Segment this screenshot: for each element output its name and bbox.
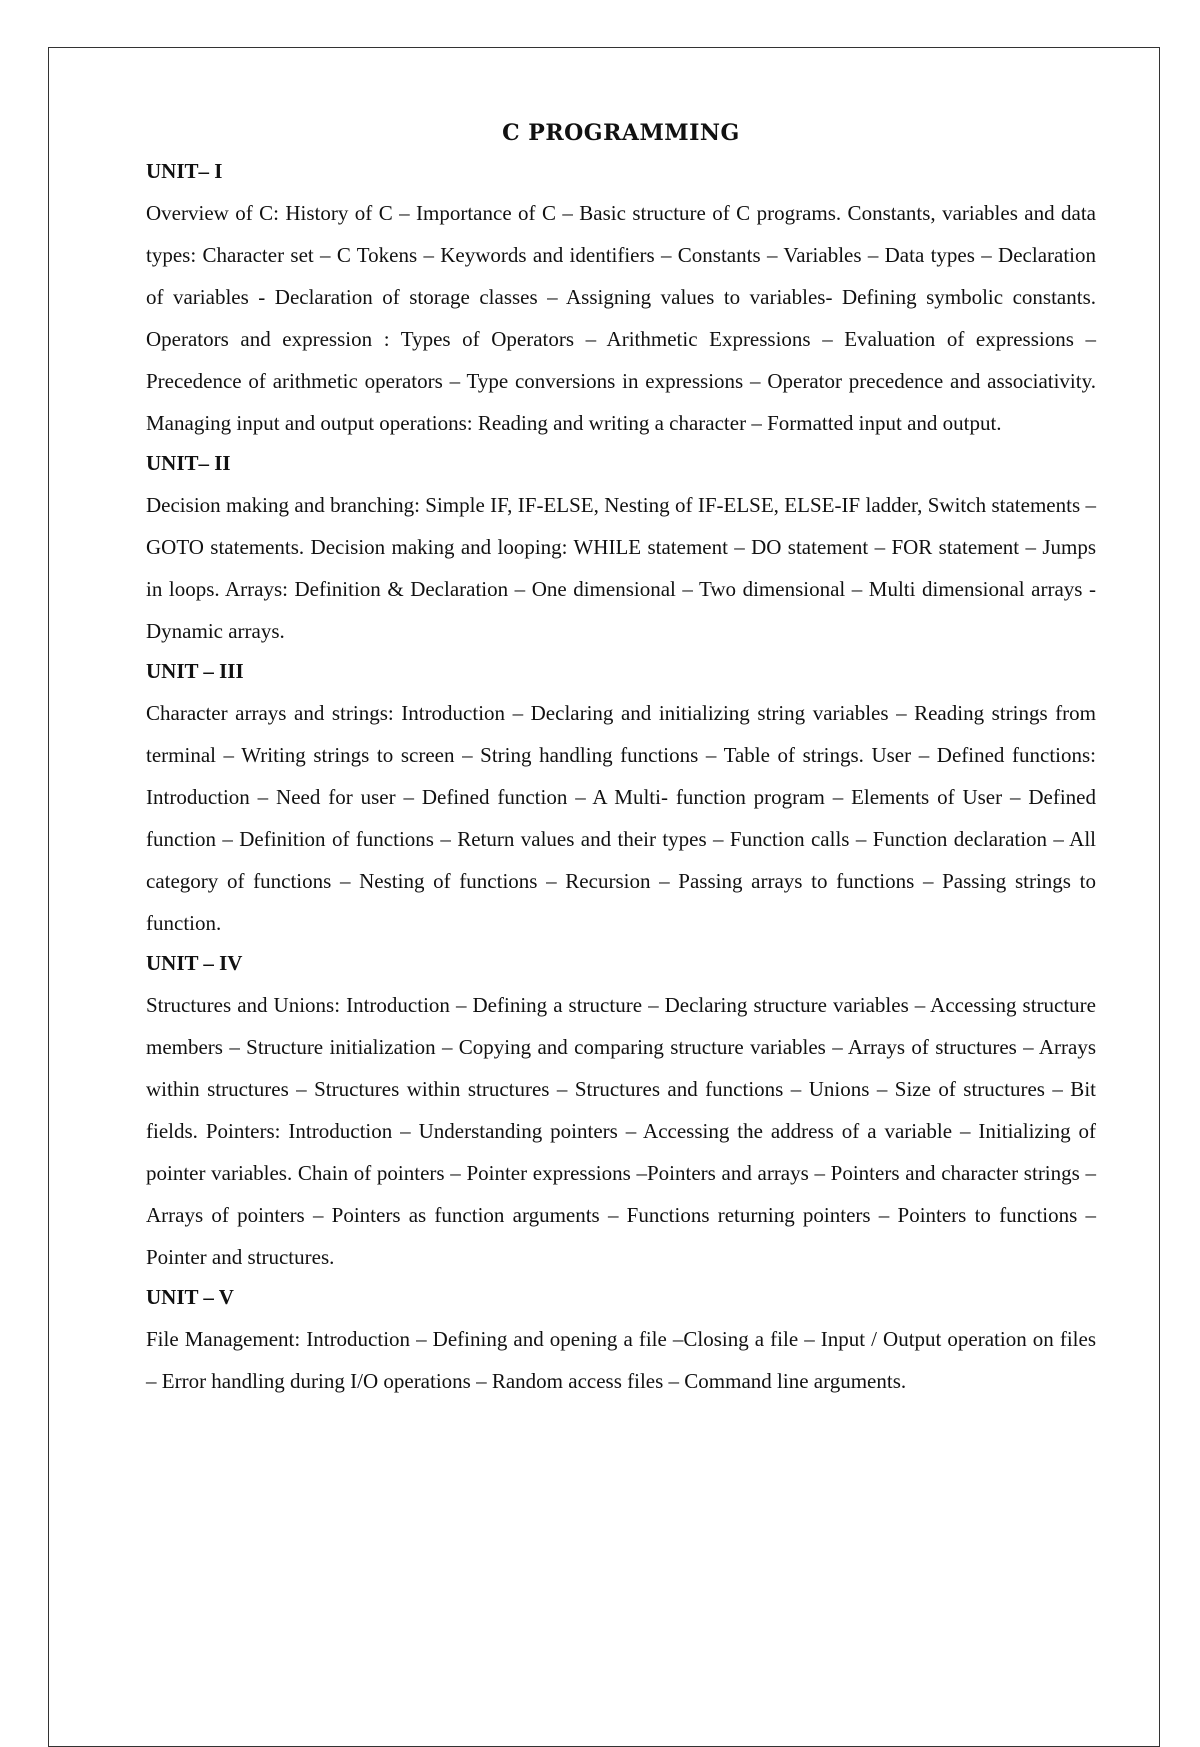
- unit-1-section: [146, 156, 1096, 444]
- unit-2-heading: UNIT– II: [146, 451, 231, 475]
- unit-2-section: [146, 448, 1096, 652]
- unit-3-body: Character arrays and strings: Introduction – Declaring and initializing string variables – Reading strings from terminal – Writing strings to screen – String handling functions – Table of strings. User – Defined functions: Introduction – Need for user – Defined function – A Multi- function program – Elements of User – Defined function – Definition of functions – Return values and their types – Function calls – Function declaration – All category of functions – Nesting of functions – Recursion – Passing arrays to functions – Passing strings to function.: [146, 701, 1096, 935]
- syllabus-content: [146, 118, 1096, 1406]
- unit-5-body: File Management: Introduction – Defining and opening a file –Closing a file – Input / Output operation on files – Error handling during I/O operations – Random access files – Command line arguments.: [146, 1327, 1096, 1393]
- unit-5-section: [146, 1282, 1096, 1402]
- unit-2-body: Decision making and branching: Simple IF, IF-ELSE, Nesting of IF-ELSE, ELSE-IF ladder, Switch statements – GOTO statements. Decision making and looping: WHILE statement – DO statement – FOR statement – Jumps in loops. Arrays: Definition & Declaration – One dimensional – Two dimensional – Multi dimensional arrays - Dynamic arrays.: [146, 493, 1096, 643]
- unit-4-body: Structures and Unions: Introduction – Defining a structure – Declaring structure variables – Accessing structure members – Structure initialization – Copying and comparing structure variables – Arrays of structures – Arrays within structures – Structures within structures – Structures and functions – Unions – Size of structures – Bit fields. Pointers: Introduction – Understanding pointers – Accessing the address of a variable – Initializing of pointer variables. Chain of pointers – Pointer expressions –Pointers and arrays – Pointers and character strings – Arrays of pointers – Pointers as function arguments – Functions returning pointers – Pointers to functions – Pointer and structures.: [146, 993, 1096, 1269]
- unit-3-section: [146, 656, 1096, 944]
- document-title: C PROGRAMMING: [502, 120, 740, 146]
- unit-1-body: Overview of C: History of C – Importance of C – Basic structure of C programs. Constants, variables and data types: Character set – C Tokens – Keywords and identifiers – Constants – Variables – Data types – Declaration of variables - Declaration of storage classes – Assigning values to variables- Defining symbolic constants. Operators and expression : Types of Operators – Arithmetic Expressions – Evaluation of expressions – Precedence of arithmetic operators – Type conversions in expressions – Operator precedence and associativity. Managing input and output operations: Reading and writing a character – Formatted input and output.: [146, 201, 1096, 435]
- unit-1-heading: UNIT– I: [146, 159, 223, 183]
- unit-4-section: [146, 948, 1096, 1278]
- unit-5-heading: UNIT – V: [146, 1285, 234, 1309]
- unit-3-heading: UNIT – III: [146, 659, 244, 683]
- unit-4-heading: UNIT – IV: [146, 951, 243, 975]
